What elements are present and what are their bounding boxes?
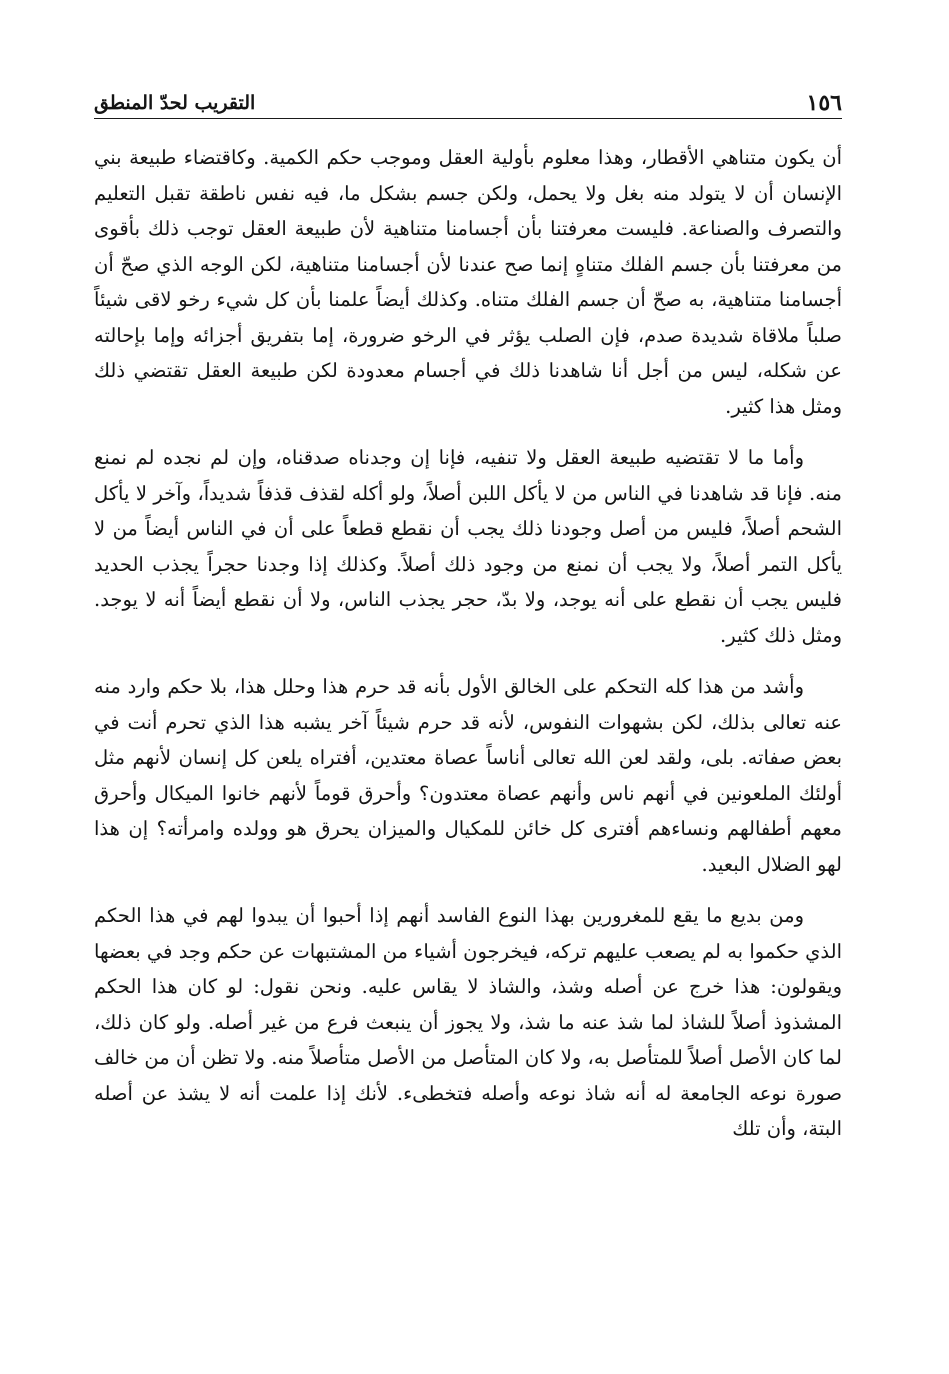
paragraph: وأشد من هذا كله التحكم على الخالق الأول بأنه قد حرم هذا وحلل هذا، بلا حكم وارد منه عنه تعالى بذلك، لكن بشهوات النفوس، لأنه قد حرم شيئاً آخر يشبه هذا الذي تحرم أنت في بعض صفاته. بلى، ولقد لعن الله تعالى أناساً عصاة معتدين، أفتراه يلعن كل إنسان لأنهم مثل أولئك الملعونين في أنهم ناس وأنهم عصاة معتدون؟ وأحرق قوماً لأنهم خانوا الميكال وأحرق معهم أطفالهم ونساءهم أفترى كل خائن للمكيال والميزان يحرق هو وولده وامرأته؟ إن هذا لهو الضلال البعيد.	[94, 675, 842, 876]
book-title: التقريب لحدّ المنطق	[94, 92, 256, 114]
running-header	[94, 84, 842, 119]
body-text	[94, 140, 842, 1147]
paragraph: أن يكون متناهي الأقطار، وهذا معلوم بأولية العقل وموجب حكم الكمية. وكاقتضاء طبيعة بني الإنسان أن لا يتولد منه بغل ولا يحمل، ولكن جسم بشكل ما، فيه نفس ناطقة تقبل التعليم والتصرف والصناعة. فليست معرفتنا بأن أجسامنا متناهية لأن طبيعة العقل توجب ذلك بأقوى من معرفتنا بأن جسم الفلك متناهٍ إنما صح عندنا لأن أجسامنا متناهية، لكن الوجه الذي صحّ أن أجسامنا متناهية، به صحّ أن جسم الفلك متناه. وكذلك أيضاً علمنا بأن كل شيء رخو لاقى شيئاً صلباً ملاقاة شديدة صدم، فإن الصلب يؤثر في الرخو ضرورة، إما بتفريق أجزائه وإما بإحالته عن شكله، ليس من أجل أنا شاهدنا ذلك في أجسام معدودة لكن طبيعة العقل تقتضي ذلك ومثل هذا كثير.	[94, 146, 842, 418]
paragraph: ومن بديع ما يقع للمغرورين بهذا النوع الفاسد أنهم إذا أحبوا أن يبدوا لهم في هذا الحكم الذي حكموا به لم يصعب عليهم تركه، فيخرجون أشياء من المشتبهات عن حكم وجد في بعضها ويقولون: هذا خرج عن أصله وشذ، والشاذ لا يقاس عليه. ونحن نقول: لو كان هذا الحكم المشذوذ أصلاً للشاذ لما شذ عنه ما شذ، ولا يجوز أن ينبعث فرع من غير أصله. ولو كان ذلك، لما كان الأصل أصلاً للمتأصل به، ولا كان المتأصل من الأصل متأصلاً منه. ولا تظن أن من خالف صورة نوعه الجامعة له أنه شاذ نوعه وأصله فتخطىء. لأنك إذا علمت أنه لا يشذ عن أصله البتة، وأن تلك	[94, 904, 842, 1140]
paragraph: وأما ما لا تقتضيه طبيعة العقل ولا تنفيه، فإنا إن وجدناه صدقناه، وإن لم نجده لم نمنع منه. فإنا قد شاهدنا في الناس من لا يأكل اللبن أصلاً، ولو أكله لقذف قذفاً شديداً، وآخر لا يأكل الشحم أصلاً، فليس من أصل وجودنا ذلك يجب أن نقطع قطعاً على أن في الناس أيضاً من لا يأكل التمر أصلاً، ولا يجب أن نمنع من وجود ذلك أصلاً. وكذلك إذا وجدنا حجراً يجذب الحديد فليس يجب أن نقطع على أنه يوجد، ولا بدّ، حجر يجذب الناس، ولا أن نقطع أيضاً أنه لا يوجد. ومثل ذلك كثير.	[94, 446, 842, 647]
page-number: ١٥٦	[806, 90, 842, 116]
